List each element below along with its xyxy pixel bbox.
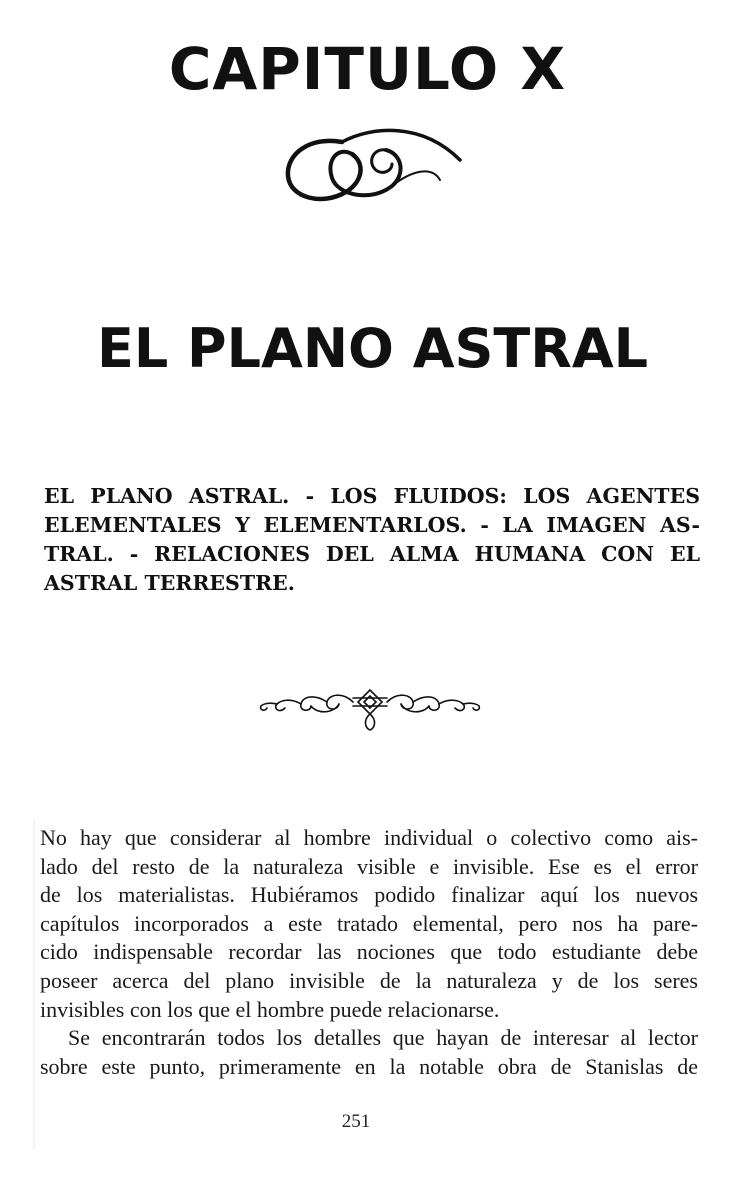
body-line: cido indispensable recordar las nociones que todo estudiante debe xyxy=(40,939,698,965)
summary-line: ELEMENTALES Y ELEMENTARLOS. - LA IMAGEN AS- xyxy=(44,513,700,537)
page-number: 251 xyxy=(341,1111,371,1132)
summary-line: TRAL. - RELACIONES DEL ALMA HUMANA CON EL xyxy=(44,542,700,566)
scroll-ornament-icon xyxy=(255,684,485,734)
body-line: lado del resto de la naturaleza visible e invisible. Ese es el error xyxy=(40,853,698,879)
body-line: de los materialistas. Hubiéramos podido finalizar aquí los nuevos xyxy=(40,882,698,908)
chapter-summary xyxy=(44,482,700,598)
body-line: capítulos incorporados a este tratado elemental, pero nos ha pare- xyxy=(40,910,698,936)
body-line: No hay que considerar al hombre individual o colectivo como ais- xyxy=(40,825,698,850)
body-line: Se encontrarán todos los detalles que hayan de interesar al lector xyxy=(68,1025,698,1051)
body-line: invisibles con los que el hombre puede relacionarse. xyxy=(40,996,500,1022)
flourish-ornament-icon xyxy=(282,120,467,208)
body-text xyxy=(40,824,698,1081)
body-line: poseer acerca del plano invisible de la naturaleza y de los seres xyxy=(40,967,698,993)
body-line: sobre este punto, primeramente en la notable obra de Stanislas de xyxy=(40,1053,698,1079)
summary-line: EL PLANO ASTRAL. - LOS FLUIDOS: LOS AGENTES xyxy=(44,484,700,508)
chapter-heading: CAPITULO X xyxy=(168,35,567,103)
chapter-title: EL PLANO ASTRAL xyxy=(96,317,649,380)
page-gutter-shadow xyxy=(33,820,37,1150)
summary-line: ASTRAL TERRESTRE. xyxy=(44,571,295,595)
